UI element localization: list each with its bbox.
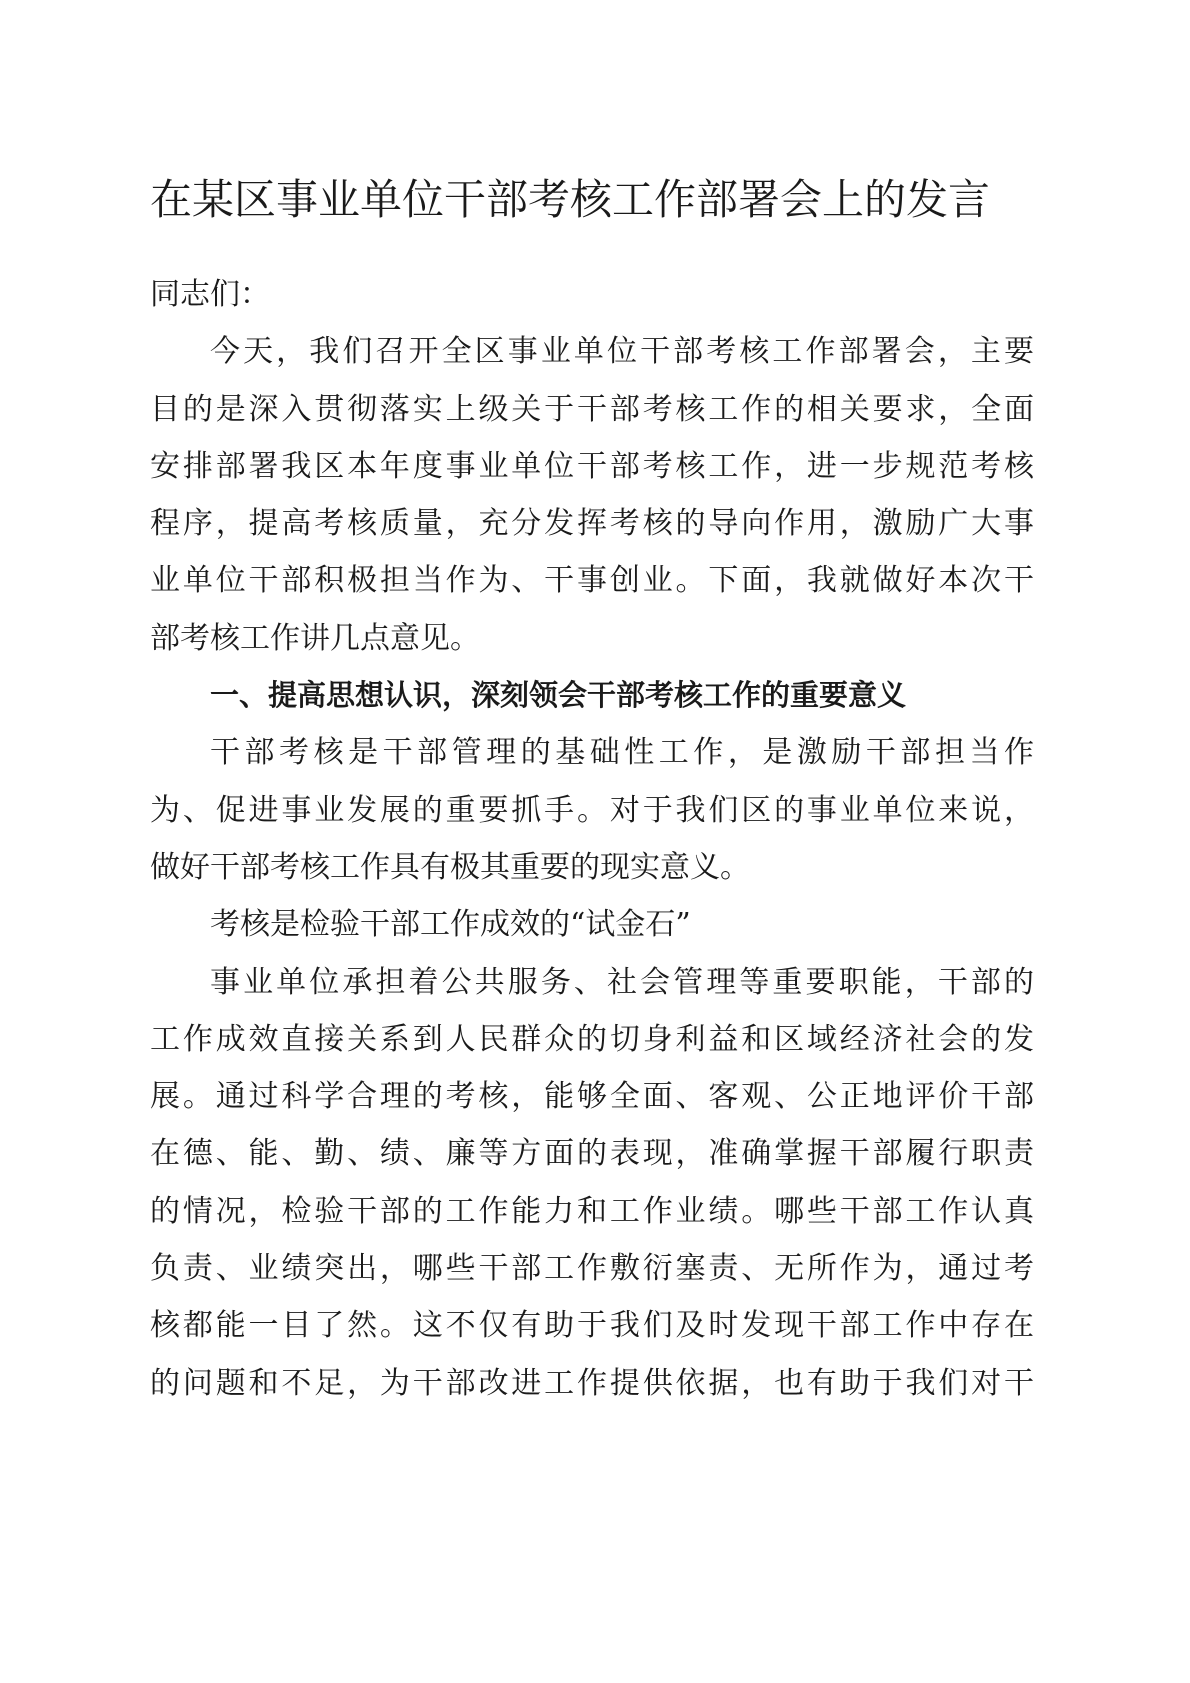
paragraph-line: 程序，提高考核质量，充分发挥考核的导向作用，激励广大事 bbox=[150, 506, 1034, 542]
document-title: 在某区事业单位干部考核工作部署会上的发言 bbox=[150, 175, 991, 224]
salutation-line: 同志们： bbox=[150, 277, 270, 312]
paragraph-line: 做好干部考核工作具有极其重要的现实意义。 bbox=[150, 849, 750, 885]
paragraph-line: 事业单位承担着公共服务、社会管理等重要职能，干部的 bbox=[210, 964, 1034, 1000]
paragraph-line: 为、促进事业发展的重要抓手。对于我们区的事业单位来说， bbox=[150, 792, 1034, 828]
paragraph-line: 安排部署我区本年度事业单位干部考核工作，进一步规范考核 bbox=[150, 448, 1034, 484]
document-body bbox=[150, 266, 1034, 1412]
paragraph-line: 的问题和不足，为干部改进工作提供依据，也有助于我们对干 bbox=[150, 1365, 1034, 1401]
paragraph-line: 干部考核是干部管理的基础性工作，是激励干部担当作 bbox=[210, 735, 1034, 771]
section-heading: 一、提高思想认识，深刻领会干部考核工作的重要意义 bbox=[210, 678, 907, 713]
paragraph-line: 负责、业绩突出，哪些干部工作敷衍塞责、无所作为，通过考 bbox=[150, 1251, 1034, 1287]
paragraph-line: 部考核工作讲几点意见。 bbox=[150, 620, 480, 656]
paragraph-line: 今天，我们召开全区事业单位干部考核工作部署会，主要 bbox=[210, 334, 1034, 370]
paragraph-line: 工作成效直接关系到人民群众的切身利益和区域经济社会的发 bbox=[150, 1021, 1034, 1057]
paragraph-line: 展。通过科学合理的考核，能够全面、客观、公正地评价干部 bbox=[150, 1079, 1034, 1115]
subheading-line: 考核是检验干部工作成效的“试金石” bbox=[210, 907, 691, 943]
paragraph-line: 核都能一目了然。这不仅有助于我们及时发现干部工作中存在 bbox=[150, 1308, 1034, 1344]
paragraph-line: 目的是深入贯彻落实上级关于干部考核工作的相关要求，全面 bbox=[150, 391, 1034, 427]
paragraph-line: 在德、能、勤、绩、廉等方面的表现，准确掌握干部履行职责 bbox=[150, 1136, 1034, 1172]
paragraph-line: 业单位干部积极担当作为、干事创业。下面，我就做好本次干 bbox=[150, 563, 1034, 599]
paragraph-line: 的情况，检验干部的工作能力和工作业绩。哪些干部工作认真 bbox=[150, 1193, 1034, 1229]
